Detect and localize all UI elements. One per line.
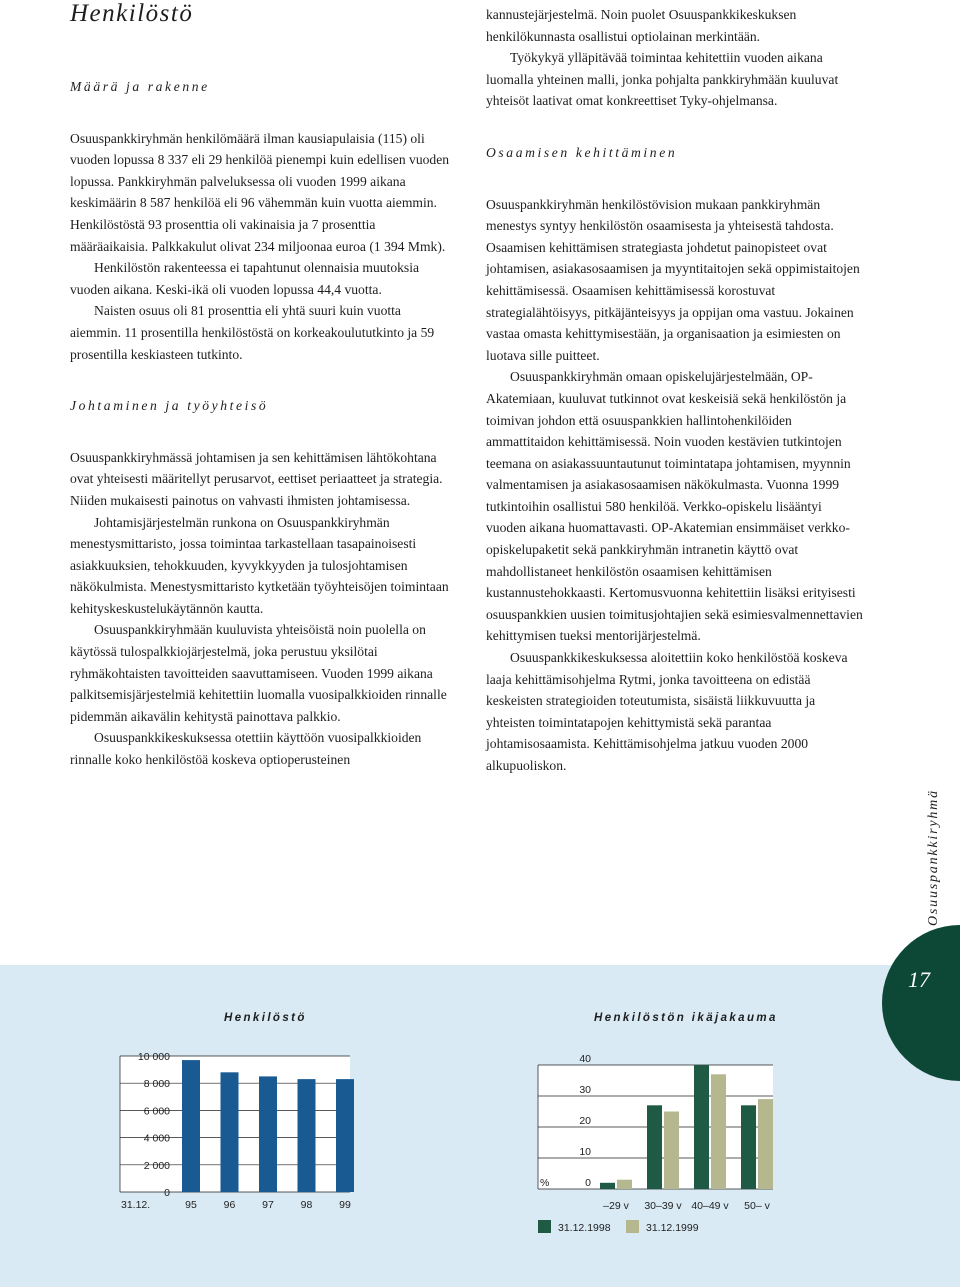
bar-40–49 v-31.12.1998 — [694, 1065, 709, 1189]
y-tick-label: 0 — [585, 1177, 591, 1189]
legend-swatch — [626, 1220, 639, 1233]
heading-maara-ja-rakenne: Määrä ja rakenne — [70, 79, 210, 94]
heading-osaamisen-kehittaminen: Osaamisen kehittäminen — [486, 144, 678, 160]
left-column — [70, 76, 450, 771]
y-tick-label: 8 000 — [143, 1078, 170, 1091]
x-tick-label: 96 — [223, 1199, 236, 1211]
paragraph: Naisten osuus oli 81 prosenttia eli yhtä suuri kuin vuotta aiemmin. 11 prosentilla henkilöstöstä on korkeakoulututkinto ja 59 prosentilla keskiasteen tutkinto. — [70, 303, 435, 362]
bar-–29 v-31.12.1999 — [617, 1180, 632, 1189]
y-tick-label: 10 — [579, 1146, 591, 1158]
paragraph: Johtamisjärjestelmän runkona on Osuuspankkiryhmän menestysmittaristo, jossa toimintaa tarkastellaan tasapainoisesti asiakkuuksien, tehokkuuden, kyvykkyyden ja tulosjohtamisen näkökulmista. Menestysmittaristo kytketään työyhteisöjen toimintaan kehityskeskustelukäytännön kautta. — [70, 514, 449, 616]
bar-95 — [182, 1060, 200, 1192]
bar-97 — [259, 1076, 277, 1192]
bar-30–39 v-31.12.1999 — [664, 1112, 679, 1190]
x-prefix-label: 31.12. — [121, 1199, 151, 1211]
right-column — [486, 4, 864, 777]
bar-99 — [336, 1079, 354, 1192]
bar-50– v-31.12.1999 — [758, 1099, 773, 1189]
x-tick-label: 40–49 v — [691, 1200, 729, 1212]
bar-40–49 v-31.12.1999 — [711, 1074, 726, 1189]
ikajakauma-chart — [520, 1055, 790, 1245]
henkilosto-chart — [100, 1050, 380, 1220]
paragraph: Osuuspankkiryhmän henkilöstövision mukaan pankkiryhmän menestys syntyy henkilöstön osaamisesta ja yhteisestä tahdosta. Osaamisen kehittämisen strategiasta johdetut painopisteet ovat johtamisen, asiakasosaamisen ja myyntitaitojen sekä oppimistaitojen kehittämisessä. Osaamisen kehittämisessä korostuvat strategialähtöisyys, pitkäjänteisyys ja oppijan oma vastuu. Jokainen vastaa omasta kehittymisestään, ja organisaation ja esimiesten on luotava sille puitteet. — [486, 196, 860, 363]
chart1-title: Henkilöstö — [224, 1012, 307, 1024]
bar-30–39 v-31.12.1998 — [647, 1105, 662, 1189]
heading-johtaminen: Johtaminen ja työyhteisö — [70, 398, 269, 414]
chart2-title: Henkilöstön ikäjakauma — [594, 1012, 778, 1024]
bar-96 — [221, 1072, 239, 1192]
paragraph: Osuuspankkiryhmässä johtamisen ja sen kehittämisen lähtökohtana ovat yhteisesti määritellyt perusarvot, eettiset periaatteet ja strategia. Niiden mukaisesti painotus on vahvasti ihmisten johtamisessa. — [70, 449, 443, 508]
y-tick-label: 0 — [164, 1187, 170, 1199]
paragraph: Työkykyä ylläpitävää toimintaa kehitettiin vuoden aikana luomalla yhteinen malli, jonka pohjalta pankkiryhmään kuuluvat yhteisöt laativat omat konkreettiset Tyky-ohjelmansa. — [486, 50, 839, 109]
paragraph: Osuuspankkiryhmän omaan opiskelujärjestelmään, OP-Akatemiaan, kuuluvat tutkinnot ovat keskeisiä sekä henkilöstön ja toimivan johdon että osuuspankkien hallintohenkilöiden ammattitaidon kehittämisessä. Noin vuoden kestävien tutkintojen teemana on asiakassuuntautunut toimintatapa johtamisen, myynnin valmentamisen ja asiakasosaamisen näkökulmasta. Vuonna 1999 tutkintoihin osallistui 580 henkilöä. Verkko-opiskelu lisääntyi vuoden aikana huomattavasti. OP-Akatemian ensimmäiset verkko-opiskelupaketit sekä pankkiryhmän intranetin käyttö ovat mahdollistaneet henkilöstön osaamisen kehittämisen kustannustehokkaasti. Kertomusvuonna kehitettiin lisäksi erityisesti osuuspankkien uusien toimitusjohtajien sekä esimiesvalmennettavien kehittymisen tueksi mentorijärjestelmä. — [486, 369, 863, 644]
x-tick-label: 97 — [262, 1199, 274, 1211]
paragraph: Osuuspankkikeskuksessa otettiin käyttöön vuosipalkkioiden rinnalle koko henkilöstöä koskeva optioperusteinen — [70, 730, 422, 768]
x-tick-label: 98 — [300, 1199, 313, 1211]
page-title: Henkilöstö — [70, 0, 194, 27]
y-tick-label: 20 — [579, 1115, 591, 1127]
x-tick-label: –29 v — [603, 1200, 629, 1212]
paragraph: kannustejärjestelmä. Noin puolet Osuuspankkikeskuksen henkilökunnasta osallistui optiolainan merkintään. — [486, 7, 797, 44]
legend-swatch — [538, 1220, 551, 1233]
y-tick-label: 6 000 — [143, 1105, 170, 1118]
x-tick-label: 95 — [185, 1199, 197, 1211]
y-tick-label: 2 000 — [143, 1159, 170, 1172]
sidebar-vertical-label: Osuuspankkiryhmä — [926, 789, 941, 926]
y-tick-label: 10 000 — [137, 1051, 170, 1063]
bar-98 — [298, 1079, 316, 1192]
x-tick-label: 99 — [339, 1199, 351, 1211]
bar-50– v-31.12.1998 — [741, 1105, 756, 1189]
legend-label: 31.12.1998 — [558, 1222, 611, 1234]
paragraph: Osuuspankkikeskuksessa aloitettiin koko henkilöstöä koskeva laaja kehittämisohjelma Rytmi, jonka tavoitteena on edistää keskeisten strategioiden toteutumista, sisäistä liikkuvuutta ja yhteisten toimintatapojen kehittymistä sekä parantaa johtamisosaamista. Kehittämisohjelma jatkuu vuoden 2000 alkupuoliskon. — [486, 650, 848, 773]
paragraph: Henkilöstön rakenteessa ei tapahtunut olennaisia muutoksia vuoden aikana. Keski-ikä oli vuoden lopussa 44,4 vuotta. — [70, 260, 420, 297]
y-tick-label: 40 — [579, 1055, 591, 1065]
legend-label: 31.12.1999 — [646, 1222, 699, 1234]
x-tick-label: 50– v — [744, 1200, 770, 1212]
paragraph: Osuuspankkiryhmään kuuluvista yhteisöistä noin puolella on käytössä tulospalkkiojärjestelmä, joka perustuu yksilötai ryhmäkohtaisten tavoitteiden saavuttamiseen. Vuoden 1999 aikana palkitsemisjärjestelmiä kehitettiin luomalla vuosipalkkioiden rinnalle pidemmän aikavälin kehitystä painottava palkkio. — [70, 622, 447, 724]
y-axis-unit-label: % — [540, 1177, 550, 1189]
x-tick-label: 30–39 v — [644, 1200, 682, 1212]
page-number: 17 — [908, 967, 930, 992]
bar-–29 v-31.12.1998 — [600, 1183, 615, 1189]
y-tick-label: 4 000 — [143, 1132, 170, 1145]
paragraph: Osuuspankkiryhmän henkilömäärä ilman kausiapulaisia (115) oli vuoden lopussa 8 337 eli 29 henkilöä pienempi kuin edellisen vuoden lopussa. Pankkiryhmän palveluksessa oli vuoden 1999 aikana keskimäärin 8 587 henkilöä eli 96 vähemmän kuin vuotta aiemmin. Henkilöstöstä 93 prosenttia oli vakinaisia ja 7 prosenttia määräaikaisia. Palkkakulut olivat 234 miljoonaa euroa (1 394 Mmk). — [70, 130, 450, 254]
y-tick-label: 30 — [579, 1084, 591, 1096]
